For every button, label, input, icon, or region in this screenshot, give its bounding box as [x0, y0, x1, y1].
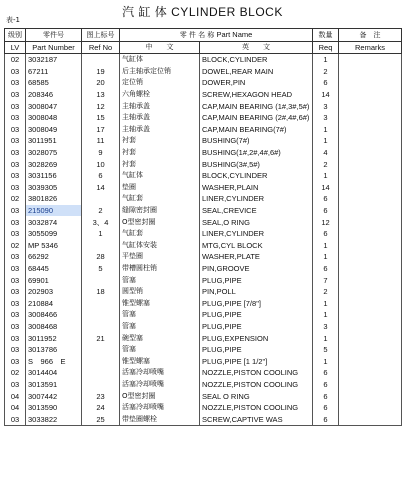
ref-no-cell	[82, 309, 120, 321]
name-zh-cell: 气缸体	[120, 54, 200, 66]
name-en-cell: PLUG,PIPE	[200, 274, 313, 286]
level-cell: 03	[5, 66, 26, 78]
name-zh-cell: 缝隙密封圈	[120, 205, 200, 217]
table-row	[5, 158, 402, 170]
name-zh-cell: 气缸套	[120, 193, 200, 205]
part-number-cell: 3008047	[26, 100, 82, 112]
table-row	[5, 182, 402, 194]
remarks-cell	[339, 182, 402, 194]
part-number-cell: 3008048	[26, 112, 82, 124]
name-zh-cell: 后主轴承定位销	[120, 66, 200, 78]
remarks-cell	[339, 274, 402, 286]
header-level-zh: 级别	[5, 29, 26, 42]
part-number-cell: 3055099	[26, 228, 82, 240]
table-row	[5, 274, 402, 286]
level-cell: 03	[5, 100, 26, 112]
level-cell: 03	[5, 413, 26, 425]
header-name-en: Part Name	[216, 30, 253, 39]
name-zh-cell: 锥型螺塞	[120, 355, 200, 367]
name-en-cell: DOWEL,REAR MAIN	[200, 66, 313, 78]
ref-no-cell	[82, 321, 120, 333]
header-part-en: Part Number	[26, 42, 82, 54]
ref-no-cell: 19	[82, 66, 120, 78]
name-en-cell: SCREW,HEXAGON HEAD	[200, 89, 313, 101]
level-cell: 03	[5, 205, 26, 217]
name-zh-cell: 带槽圆柱销	[120, 263, 200, 275]
table-row	[5, 205, 402, 217]
qty-cell: 1	[313, 355, 339, 367]
part-number-cell: 3007442	[26, 390, 82, 402]
level-cell: 03	[5, 251, 26, 263]
table-row	[5, 124, 402, 136]
part-number-cell: 3032874	[26, 216, 82, 228]
name-en-cell: SCREW,CAPTIVE WAS	[200, 413, 313, 425]
table-row	[5, 228, 402, 240]
name-zh-cell: 衬套	[120, 158, 200, 170]
qty-cell: 1	[313, 54, 339, 66]
remarks-cell	[339, 263, 402, 275]
name-zh-cell: 主轴承盖	[120, 124, 200, 136]
qty-cell: 14	[313, 182, 339, 194]
name-en-cell: PLUG,PIPE [7/8"]	[200, 297, 313, 309]
name-en-cell: NOZZLE,PISTON COOLING	[200, 402, 313, 414]
parts-table	[4, 28, 402, 426]
name-zh-cell: 碗型塞	[120, 332, 200, 344]
part-number-cell: 3033822	[26, 413, 82, 425]
part-number-cell: 3028075	[26, 147, 82, 159]
header-name-sub-en: 英 文	[200, 42, 313, 54]
level-cell: 03	[5, 147, 26, 159]
table-row	[5, 77, 402, 89]
level-cell: 02	[5, 54, 26, 66]
ref-no-cell: 5	[82, 263, 120, 275]
qty-cell: 1	[313, 240, 339, 252]
name-en-cell: WASHER,PLAIN	[200, 182, 313, 194]
ref-no-cell: 13	[82, 89, 120, 101]
qty-cell: 4	[313, 147, 339, 159]
ref-no-cell: 21	[82, 332, 120, 344]
level-cell: 03	[5, 355, 26, 367]
table-row	[5, 321, 402, 333]
level-cell: 02	[5, 367, 26, 379]
name-zh-cell: 六角螺栓	[120, 89, 200, 101]
table-row	[5, 309, 402, 321]
part-number-cell: 3031156	[26, 170, 82, 182]
name-en-cell: MTG,CYL BLOCK	[200, 240, 313, 252]
part-number-cell: 3008049	[26, 124, 82, 136]
qty-cell: 3	[313, 100, 339, 112]
name-zh-cell: 活塞冷却喷嘴	[120, 379, 200, 391]
qty-cell: 12	[313, 216, 339, 228]
table-row	[5, 147, 402, 159]
ref-no-cell	[82, 355, 120, 367]
level-cell: 03	[5, 124, 26, 136]
remarks-cell	[339, 321, 402, 333]
ref-no-cell: 10	[82, 158, 120, 170]
qty-cell: 3	[313, 321, 339, 333]
qty-cell: 6	[313, 263, 339, 275]
level-cell: 03	[5, 297, 26, 309]
ref-no-cell: 17	[82, 124, 120, 136]
part-number-cell: 210884	[26, 297, 82, 309]
part-number-cell: MP 5346	[26, 240, 82, 252]
remarks-cell	[339, 89, 402, 101]
name-zh-cell: 气缸体安装	[120, 240, 200, 252]
ref-no-cell: 1	[82, 228, 120, 240]
qty-cell: 6	[313, 205, 339, 217]
qty-cell: 1	[313, 170, 339, 182]
part-number-cell: 215090	[26, 205, 82, 217]
header-ref-zh: 图上标号	[82, 29, 120, 42]
part-number-cell: 3008468	[26, 321, 82, 333]
remarks-cell	[339, 297, 402, 309]
remarks-cell	[339, 309, 402, 321]
table-row	[5, 263, 402, 275]
remarks-cell	[339, 402, 402, 414]
part-number-cell: 3014404	[26, 367, 82, 379]
qty-cell: 6	[313, 77, 339, 89]
header-name-sub-zh: 中 文	[120, 42, 200, 54]
name-en-cell: CAP,MAIN BEARING (1#,3#,5#)	[200, 100, 313, 112]
name-zh-cell: 主轴承盖	[120, 100, 200, 112]
qty-cell: 6	[313, 402, 339, 414]
remarks-cell	[339, 332, 402, 344]
ref-no-cell: 2	[82, 205, 120, 217]
name-zh-cell: 圆型销	[120, 286, 200, 298]
qty-cell: 14	[313, 89, 339, 101]
level-cell: 03	[5, 344, 26, 356]
table-row	[5, 355, 402, 367]
sheet-label: 表-1	[6, 16, 20, 24]
ref-no-cell: 24	[82, 402, 120, 414]
name-zh-cell: 管塞	[120, 321, 200, 333]
name-en-cell: PIN,POLL	[200, 286, 313, 298]
name-zh-cell: 活塞冷却喷嘴	[120, 402, 200, 414]
qty-cell: 6	[313, 193, 339, 205]
header-ref-en: Ref No	[82, 42, 120, 54]
remarks-cell	[339, 367, 402, 379]
name-zh-cell: 平垫圈	[120, 251, 200, 263]
name-zh-cell: 活塞冷却喷嘴	[120, 367, 200, 379]
part-number-cell: 208346	[26, 89, 82, 101]
part-number-cell: 3008466	[26, 309, 82, 321]
ref-no-cell	[82, 379, 120, 391]
name-en-cell: SEAL,O RING	[200, 216, 313, 228]
name-en-cell: CAP,MAIN BEARING (2#,4#,6#)	[200, 112, 313, 124]
part-number-cell: 69901	[26, 274, 82, 286]
level-cell: 03	[5, 170, 26, 182]
qty-cell: 1	[313, 332, 339, 344]
level-cell: 03	[5, 379, 26, 391]
level-cell: 03	[5, 182, 26, 194]
part-number-cell: 3032187	[26, 54, 82, 66]
name-en-cell: SEAL,CREVICE	[200, 205, 313, 217]
qty-cell: 1	[313, 124, 339, 136]
ref-no-cell: 23	[82, 390, 120, 402]
header-part-name	[120, 29, 313, 42]
ref-no-cell	[82, 54, 120, 66]
qty-cell: 1	[313, 135, 339, 147]
name-en-cell: PLUG,EXPENSION	[200, 332, 313, 344]
qty-cell: 6	[313, 228, 339, 240]
level-cell: 03	[5, 112, 26, 124]
level-cell: 03	[5, 263, 26, 275]
table-row	[5, 379, 402, 391]
table-row	[5, 170, 402, 182]
remarks-cell	[339, 344, 402, 356]
header-name-zh: 零 件 名 称	[179, 31, 215, 39]
remarks-cell	[339, 251, 402, 263]
ref-no-cell: 3、4	[82, 216, 120, 228]
table-row	[5, 240, 402, 252]
table-row	[5, 367, 402, 379]
ref-no-cell	[82, 344, 120, 356]
qty-cell: 1	[313, 251, 339, 263]
level-cell: 03	[5, 309, 26, 321]
level-cell: 03	[5, 332, 26, 344]
level-cell: 03	[5, 228, 26, 240]
ref-no-cell: 14	[82, 182, 120, 194]
part-number-cell: 66292	[26, 251, 82, 263]
table-row	[5, 54, 402, 66]
header-part-zh: 零件号	[26, 29, 82, 42]
document-title: 汽 缸 体 CYLINDER BLOCK	[122, 5, 283, 19]
name-zh-cell: 管塞	[120, 344, 200, 356]
qty-cell: 6	[313, 367, 339, 379]
name-en-cell: PLUG,PIPE	[200, 321, 313, 333]
table-row	[5, 402, 402, 414]
ref-no-cell: 12	[82, 100, 120, 112]
table-row	[5, 332, 402, 344]
remarks-cell	[339, 54, 402, 66]
name-en-cell: BUSHING(7#)	[200, 135, 313, 147]
part-number-cell: 3013591	[26, 379, 82, 391]
qty-cell: 6	[313, 379, 339, 391]
ref-no-cell: 20	[82, 77, 120, 89]
remarks-cell	[339, 170, 402, 182]
ref-no-cell	[82, 297, 120, 309]
ref-no-cell: 28	[82, 251, 120, 263]
table-row	[5, 216, 402, 228]
level-cell: 03	[5, 135, 26, 147]
part-number-cell: 202903	[26, 286, 82, 298]
name-en-cell: BUSHING(1#,2#,4#,6#)	[200, 147, 313, 159]
level-cell: 03	[5, 216, 26, 228]
remarks-cell	[339, 205, 402, 217]
qty-cell: 3	[313, 112, 339, 124]
table-row	[5, 390, 402, 402]
name-zh-cell: 气缸套	[120, 228, 200, 240]
remarks-cell	[339, 112, 402, 124]
header-qty-zh: 数量	[313, 29, 339, 42]
name-en-cell: LINER,CYLINDER	[200, 193, 313, 205]
part-number-cell: 3011951	[26, 135, 82, 147]
level-cell: 03	[5, 286, 26, 298]
table-row	[5, 344, 402, 356]
part-number-cell: 3011952	[26, 332, 82, 344]
part-number-cell: 3801826	[26, 193, 82, 205]
level-cell: 03	[5, 89, 26, 101]
remarks-cell	[339, 355, 402, 367]
name-en-cell: CAP,MAIN BEARING(7#)	[200, 124, 313, 136]
qty-cell: 6	[313, 390, 339, 402]
ref-no-cell: 25	[82, 413, 120, 425]
header-remarks-zh: 备 注	[339, 29, 402, 42]
table-row	[5, 112, 402, 124]
name-en-cell: WASHER,PLATE	[200, 251, 313, 263]
part-number-cell: 3013786	[26, 344, 82, 356]
remarks-cell	[339, 413, 402, 425]
level-cell: 03	[5, 321, 26, 333]
remarks-cell	[339, 240, 402, 252]
name-en-cell: PLUG,PIPE	[200, 344, 313, 356]
name-en-cell: NOZZLE,PISTON COOLING	[200, 379, 313, 391]
ref-no-cell: 18	[82, 286, 120, 298]
remarks-cell	[339, 100, 402, 112]
name-zh-cell: 垫圈	[120, 182, 200, 194]
ref-no-cell	[82, 240, 120, 252]
table-row	[5, 193, 402, 205]
part-number-cell: 68585	[26, 77, 82, 89]
name-zh-cell: 气缸体	[120, 170, 200, 182]
qty-cell: 6	[313, 413, 339, 425]
table-row	[5, 135, 402, 147]
name-en-cell: PLUG,PIPE	[200, 309, 313, 321]
level-cell: 02	[5, 193, 26, 205]
remarks-cell	[339, 228, 402, 240]
remarks-cell	[339, 147, 402, 159]
remarks-cell	[339, 135, 402, 147]
name-en-cell: PIN,GROOVE	[200, 263, 313, 275]
qty-cell: 1	[313, 309, 339, 321]
name-zh-cell: 锥型螺塞	[120, 297, 200, 309]
header-remarks-en: Remarks	[339, 42, 402, 54]
table-row	[5, 100, 402, 112]
name-en-cell: BUSHING(3#,5#)	[200, 158, 313, 170]
remarks-cell	[339, 216, 402, 228]
remarks-cell	[339, 379, 402, 391]
ref-no-cell: 9	[82, 147, 120, 159]
qty-cell: 2	[313, 158, 339, 170]
name-zh-cell: 管塞	[120, 274, 200, 286]
name-zh-cell: 主轴承盖	[120, 112, 200, 124]
remarks-cell	[339, 158, 402, 170]
parts-table-body	[5, 54, 402, 426]
ref-no-cell: 6	[82, 170, 120, 182]
part-number-cell: S 966 E	[26, 355, 82, 367]
name-en-cell: LINER,CYLINDER	[200, 228, 313, 240]
level-cell: 03	[5, 158, 26, 170]
remarks-cell	[339, 286, 402, 298]
table-row	[5, 251, 402, 263]
qty-cell: 1	[313, 297, 339, 309]
name-zh-cell: 定位销	[120, 77, 200, 89]
remarks-cell	[339, 77, 402, 89]
table-row	[5, 286, 402, 298]
name-en-cell: SEAL O RING	[200, 390, 313, 402]
part-number-cell: 68445	[26, 263, 82, 275]
table-row	[5, 66, 402, 78]
name-zh-cell: O型密封圈	[120, 216, 200, 228]
name-zh-cell: 衬套	[120, 147, 200, 159]
name-zh-cell: 管塞	[120, 309, 200, 321]
name-zh-cell: 带垫圈螺栓	[120, 413, 200, 425]
ref-no-cell: 15	[82, 112, 120, 124]
remarks-cell	[339, 66, 402, 78]
qty-cell: 2	[313, 66, 339, 78]
part-number-cell: 3028269	[26, 158, 82, 170]
level-cell: 02	[5, 240, 26, 252]
remarks-cell	[339, 124, 402, 136]
table-row	[5, 413, 402, 425]
level-cell: 04	[5, 390, 26, 402]
ref-no-cell: 11	[82, 135, 120, 147]
ref-no-cell	[82, 274, 120, 286]
part-number-cell: 3039305	[26, 182, 82, 194]
name-en-cell: DOWER,PIN	[200, 77, 313, 89]
level-cell: 03	[5, 274, 26, 286]
name-en-cell: PLUG,PIPE [1 1/2"]	[200, 355, 313, 367]
qty-cell: 7	[313, 274, 339, 286]
name-en-cell: BLOCK,CYLINDER	[200, 170, 313, 182]
qty-cell: 5	[313, 344, 339, 356]
qty-cell: 2	[313, 286, 339, 298]
part-number-cell: 3013590	[26, 402, 82, 414]
ref-no-cell	[82, 193, 120, 205]
name-zh-cell: 衬套	[120, 135, 200, 147]
table-row	[5, 89, 402, 101]
remarks-cell	[339, 390, 402, 402]
name-en-cell: NOZZLE,PISTON COOLING	[200, 367, 313, 379]
ref-no-cell	[82, 367, 120, 379]
remarks-cell	[339, 193, 402, 205]
level-cell: 03	[5, 77, 26, 89]
name-zh-cell: O型密封圈	[120, 390, 200, 402]
table-row	[5, 297, 402, 309]
header-level-en: LV	[5, 42, 26, 54]
header-qty-en: Req	[313, 42, 339, 54]
part-number-cell: 67211	[26, 66, 82, 78]
name-en-cell: BLOCK,CYLINDER	[200, 54, 313, 66]
level-cell: 04	[5, 402, 26, 414]
